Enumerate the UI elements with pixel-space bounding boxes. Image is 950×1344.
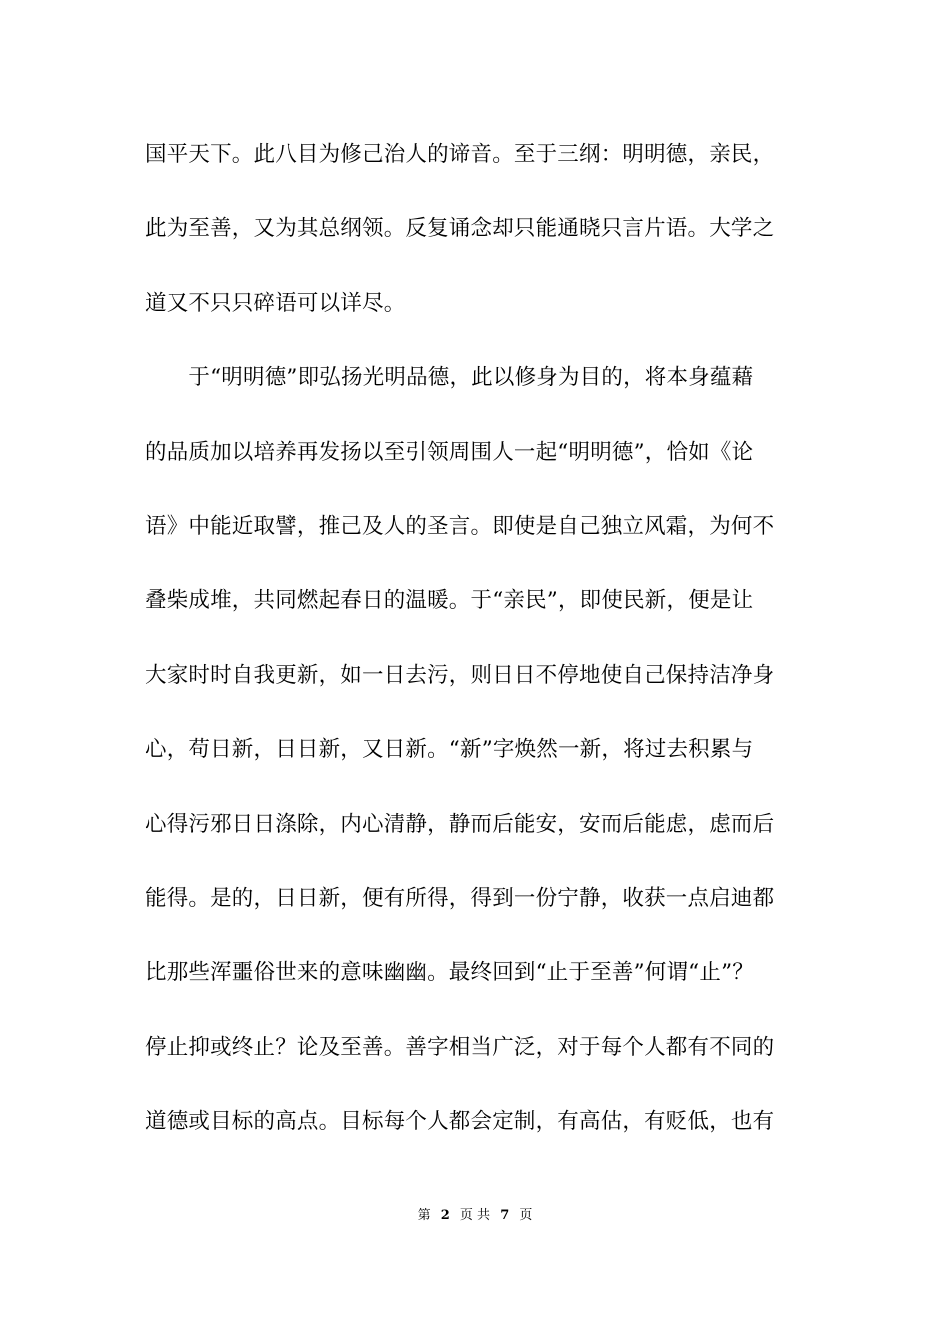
text-line-2: 此为至善，又为其总纲领。反复诵念却只能通晓只言片语。大学之 <box>145 216 775 242</box>
text-line-10: 心得污邪日日涤除，内心清静，静而后能安，安而后能虑，虑而后 <box>145 811 775 837</box>
text-line-13: 停止抑或终止？论及至善。善字相当广泛，对于每个人都有不同的 <box>145 1034 775 1060</box>
text-line-6: 语》中能近取譬，推己及人的圣言。即使是自己独立风霜，为何不 <box>145 513 775 539</box>
text-line-3: 道又不只只碎语可以详尽。 <box>145 290 406 316</box>
text-line-9: 心，苟日新，日日新，又日新。“新”字焕然一新，将过去积累与 <box>145 737 754 763</box>
total-page-number: 7 <box>500 1208 510 1223</box>
footer-suffix: 页 <box>519 1208 533 1223</box>
text-line-4: 于“明明德”即弘扬光明品德，此以修身为目的，将本身蕴藉 <box>145 365 754 391</box>
body-text <box>145 135 810 1176</box>
text-line-8: 大家时时自我更新，如一日去污，则日日不停地使自己保持洁净身 <box>145 662 775 688</box>
text-line-1: 国平天下。此八目为修己治人的谛音。至于三纲：明明德，亲民， <box>145 142 775 167</box>
text-line-7: 叠柴成堆，共同燃起春日的温暖。于“亲民”，即使民新，便是让 <box>145 588 754 614</box>
text-line-12: 比那些浑噩俗世来的意味幽幽。最终回到“止于至善”何谓“止”？ <box>145 960 754 986</box>
text-line-14: 道德或目标的高点。目标每个人都会定制，有高估，有贬低，也有 <box>145 1109 775 1135</box>
text-line-5: 的品质加以培养再发扬以至引领周围人一起“明明德”，恰如《论 <box>145 439 754 465</box>
footer-prefix: 第 <box>417 1208 431 1223</box>
footer-middle: 页 共 <box>459 1208 491 1223</box>
page-footer <box>0 1206 950 1226</box>
text-line-11: 能得。是的，日日新，便有所得，得到一份宁静，收获一点启迪都 <box>145 885 775 911</box>
current-page-number: 2 <box>440 1208 450 1223</box>
